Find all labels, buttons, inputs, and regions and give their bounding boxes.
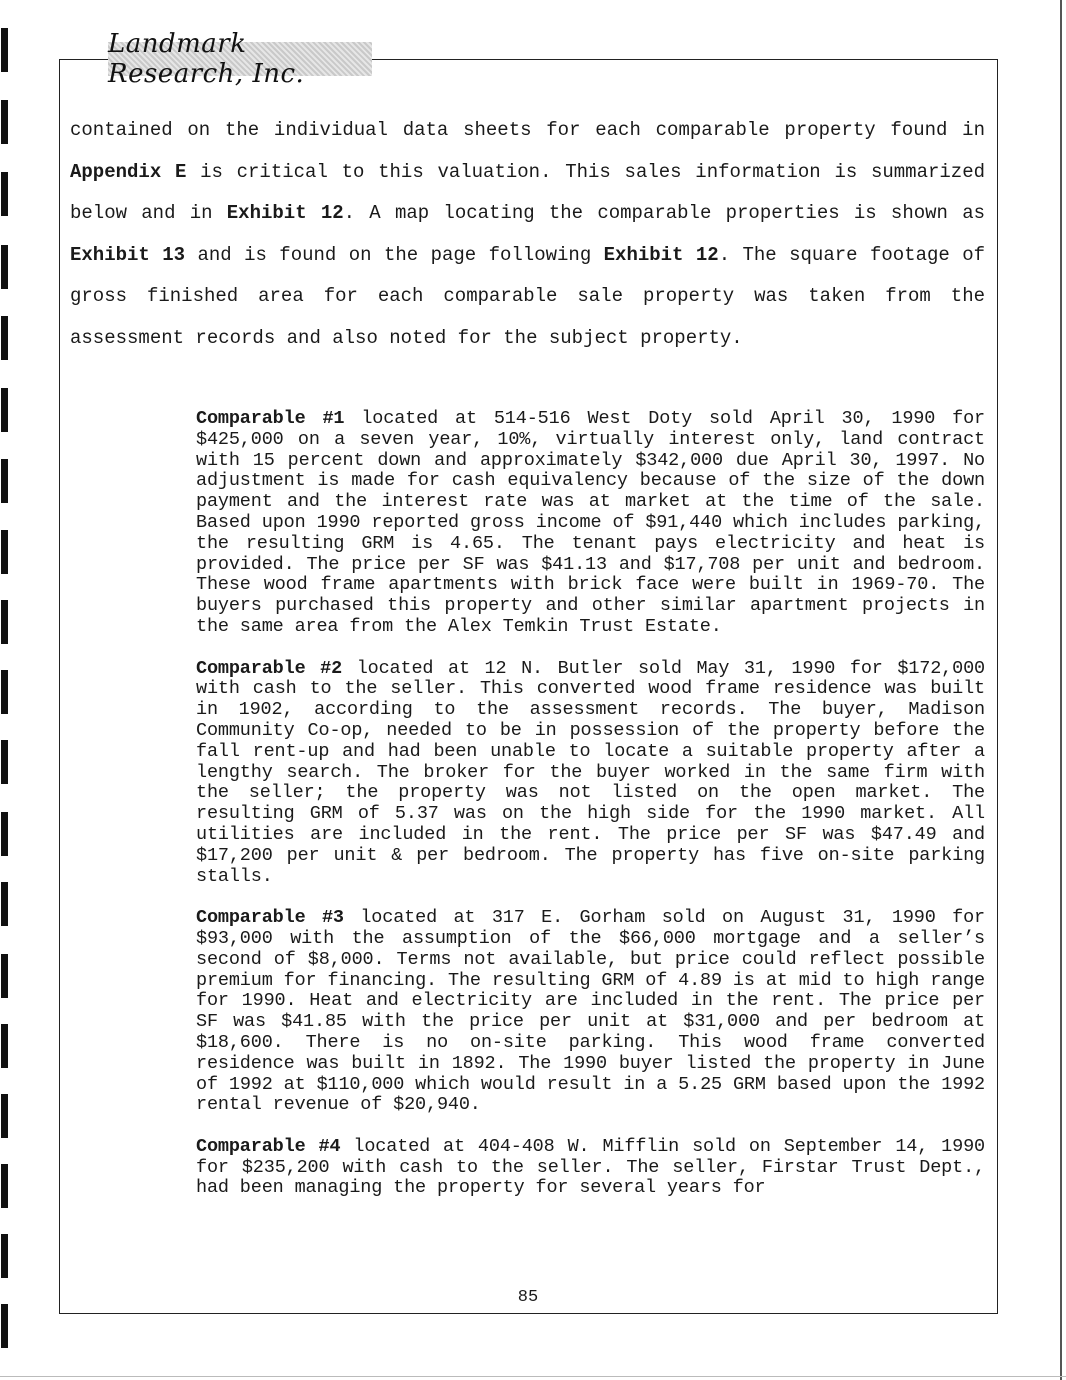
binding-mark xyxy=(1,530,8,574)
logo-text: Landmark Research, Inc. xyxy=(108,29,305,89)
binding-mark xyxy=(1,600,8,644)
comparable-4-paragraph xyxy=(196,1137,985,1199)
binding-mark xyxy=(1,1024,8,1068)
comparable-text: located at 12 N. Butler sold May 31, 1990 for $172,000 with cash to the seller. This converted wood frame residence was built in 1902, according to the assessment records. The buyer, Madison Community Co-op, needed to be in possession of the property before the fall rent-up and had been unable to locate a suitable property after a lengthy search. The broker for the buyer worked in the same firm with the seller; the property was not listed on the open market. The resulting GRM of 5.37 was on the high side for the 1990 market. All utilities are included in the rent. The price per SF was $47.49 and $17,200 per unit & per bedroom. The property has five on-site parking stalls. xyxy=(196,657,985,887)
binding-mark xyxy=(1,316,8,360)
comparable-3-paragraph xyxy=(196,908,985,1116)
appendix-reference: Appendix E xyxy=(70,160,187,183)
binding-mark xyxy=(1,28,8,72)
exhibit-reference: Exhibit 12 xyxy=(603,243,719,266)
binding-mark xyxy=(1,954,8,998)
intro-text: . The square footage of gross finished area for each comparable sale property was taken from the assessment records and also noted for the subject property. xyxy=(70,243,985,349)
exhibit-reference: Exhibit 12 xyxy=(226,202,344,224)
company-logo xyxy=(108,29,372,89)
binding-mark xyxy=(1,882,8,926)
intro-paragraph xyxy=(70,110,985,359)
binding-mark xyxy=(1,1094,8,1138)
comparable-1-paragraph xyxy=(196,409,985,638)
comparable-label: Comparable #1 xyxy=(196,408,345,429)
comparable-label: Comparable #4 xyxy=(196,1135,341,1157)
comparable-label: Comparable #3 xyxy=(196,907,344,929)
intro-text: is critical to this valuation. This sales information is summarized below and in xyxy=(70,160,985,224)
intro-text: . A map locating the comparable properties is shown as xyxy=(343,202,985,224)
binding-mark xyxy=(1,670,8,714)
intro-text: and is found on the page following xyxy=(185,243,604,266)
page-edge xyxy=(1060,0,1062,1380)
comparable-label: Comparable #2 xyxy=(196,657,343,679)
comparable-text: located at 514-516 West Doty sold April 30, 1990 for $425,000 on a seven year, 10%, virtually interest only, land contract with 15 percent down and approximately $342,000 due April 30, 1997. No adjustment is made for cash equivalency because of the size of the down payment and the interest rate was at market at the time of the sale. Based upon 1990 reported gross income of $91,440 which includes parking, the resulting GRM is 4.65. The tenant pays electricity and heat is provided. The price per SF was $41.13 and $17,708 per unit and bedroom. These wood frame apartments with brick face were built in 1969-70. The buyers purchased this property and other similar apartment projects in the same area from the Alex Temkin Trust Estate. xyxy=(196,408,985,637)
binding-mark xyxy=(1,1234,8,1278)
page-number: 85 xyxy=(478,1288,578,1307)
binding-mark xyxy=(1,388,8,432)
comparables-section xyxy=(196,409,985,1220)
comparable-text: located at 404-408 W. Mifflin sold on September 14, 1990 for $235,200 with cash to the seller. The seller, Firstar Trust Dept., had been managing the property for several years for xyxy=(196,1135,985,1199)
binding-mark xyxy=(1,459,8,503)
binding-mark xyxy=(1,100,8,144)
binding-mark xyxy=(1,1304,8,1348)
binding-mark xyxy=(1,172,8,216)
comparable-2-paragraph xyxy=(196,659,985,888)
comparable-text: located at 317 E. Gorham sold on August 31, 1990 for $93,000 with the assumption of the $66,000 mortgage and a seller’s second of $8,000. Terms not available, but price could reflect possible premium for financing. The resulting GRM of 4.89 is at mid to high range for 1990. Heat and electricity are included in the rent. The price per SF was $41.85 with the price per unit at $31,000 and per bedroom at $18,600. There is no on-site parking. This wood frame converted residence was built in 1892. The 1990 buyer listed the property in June of 1992 at $110,000 which would result in a 5.25 GRM based upon the 1992 rental revenue of $20,940. xyxy=(196,907,985,1116)
scan-edge-line xyxy=(0,1376,1066,1377)
intro-text: contained on the individual data sheets for each comparable property found in xyxy=(70,119,985,141)
binding-mark xyxy=(1,1164,8,1208)
binding-marks xyxy=(0,0,14,1380)
binding-mark xyxy=(1,812,8,856)
binding-mark xyxy=(1,740,8,784)
exhibit-reference: Exhibit 13 xyxy=(70,243,186,266)
binding-mark xyxy=(1,245,8,289)
